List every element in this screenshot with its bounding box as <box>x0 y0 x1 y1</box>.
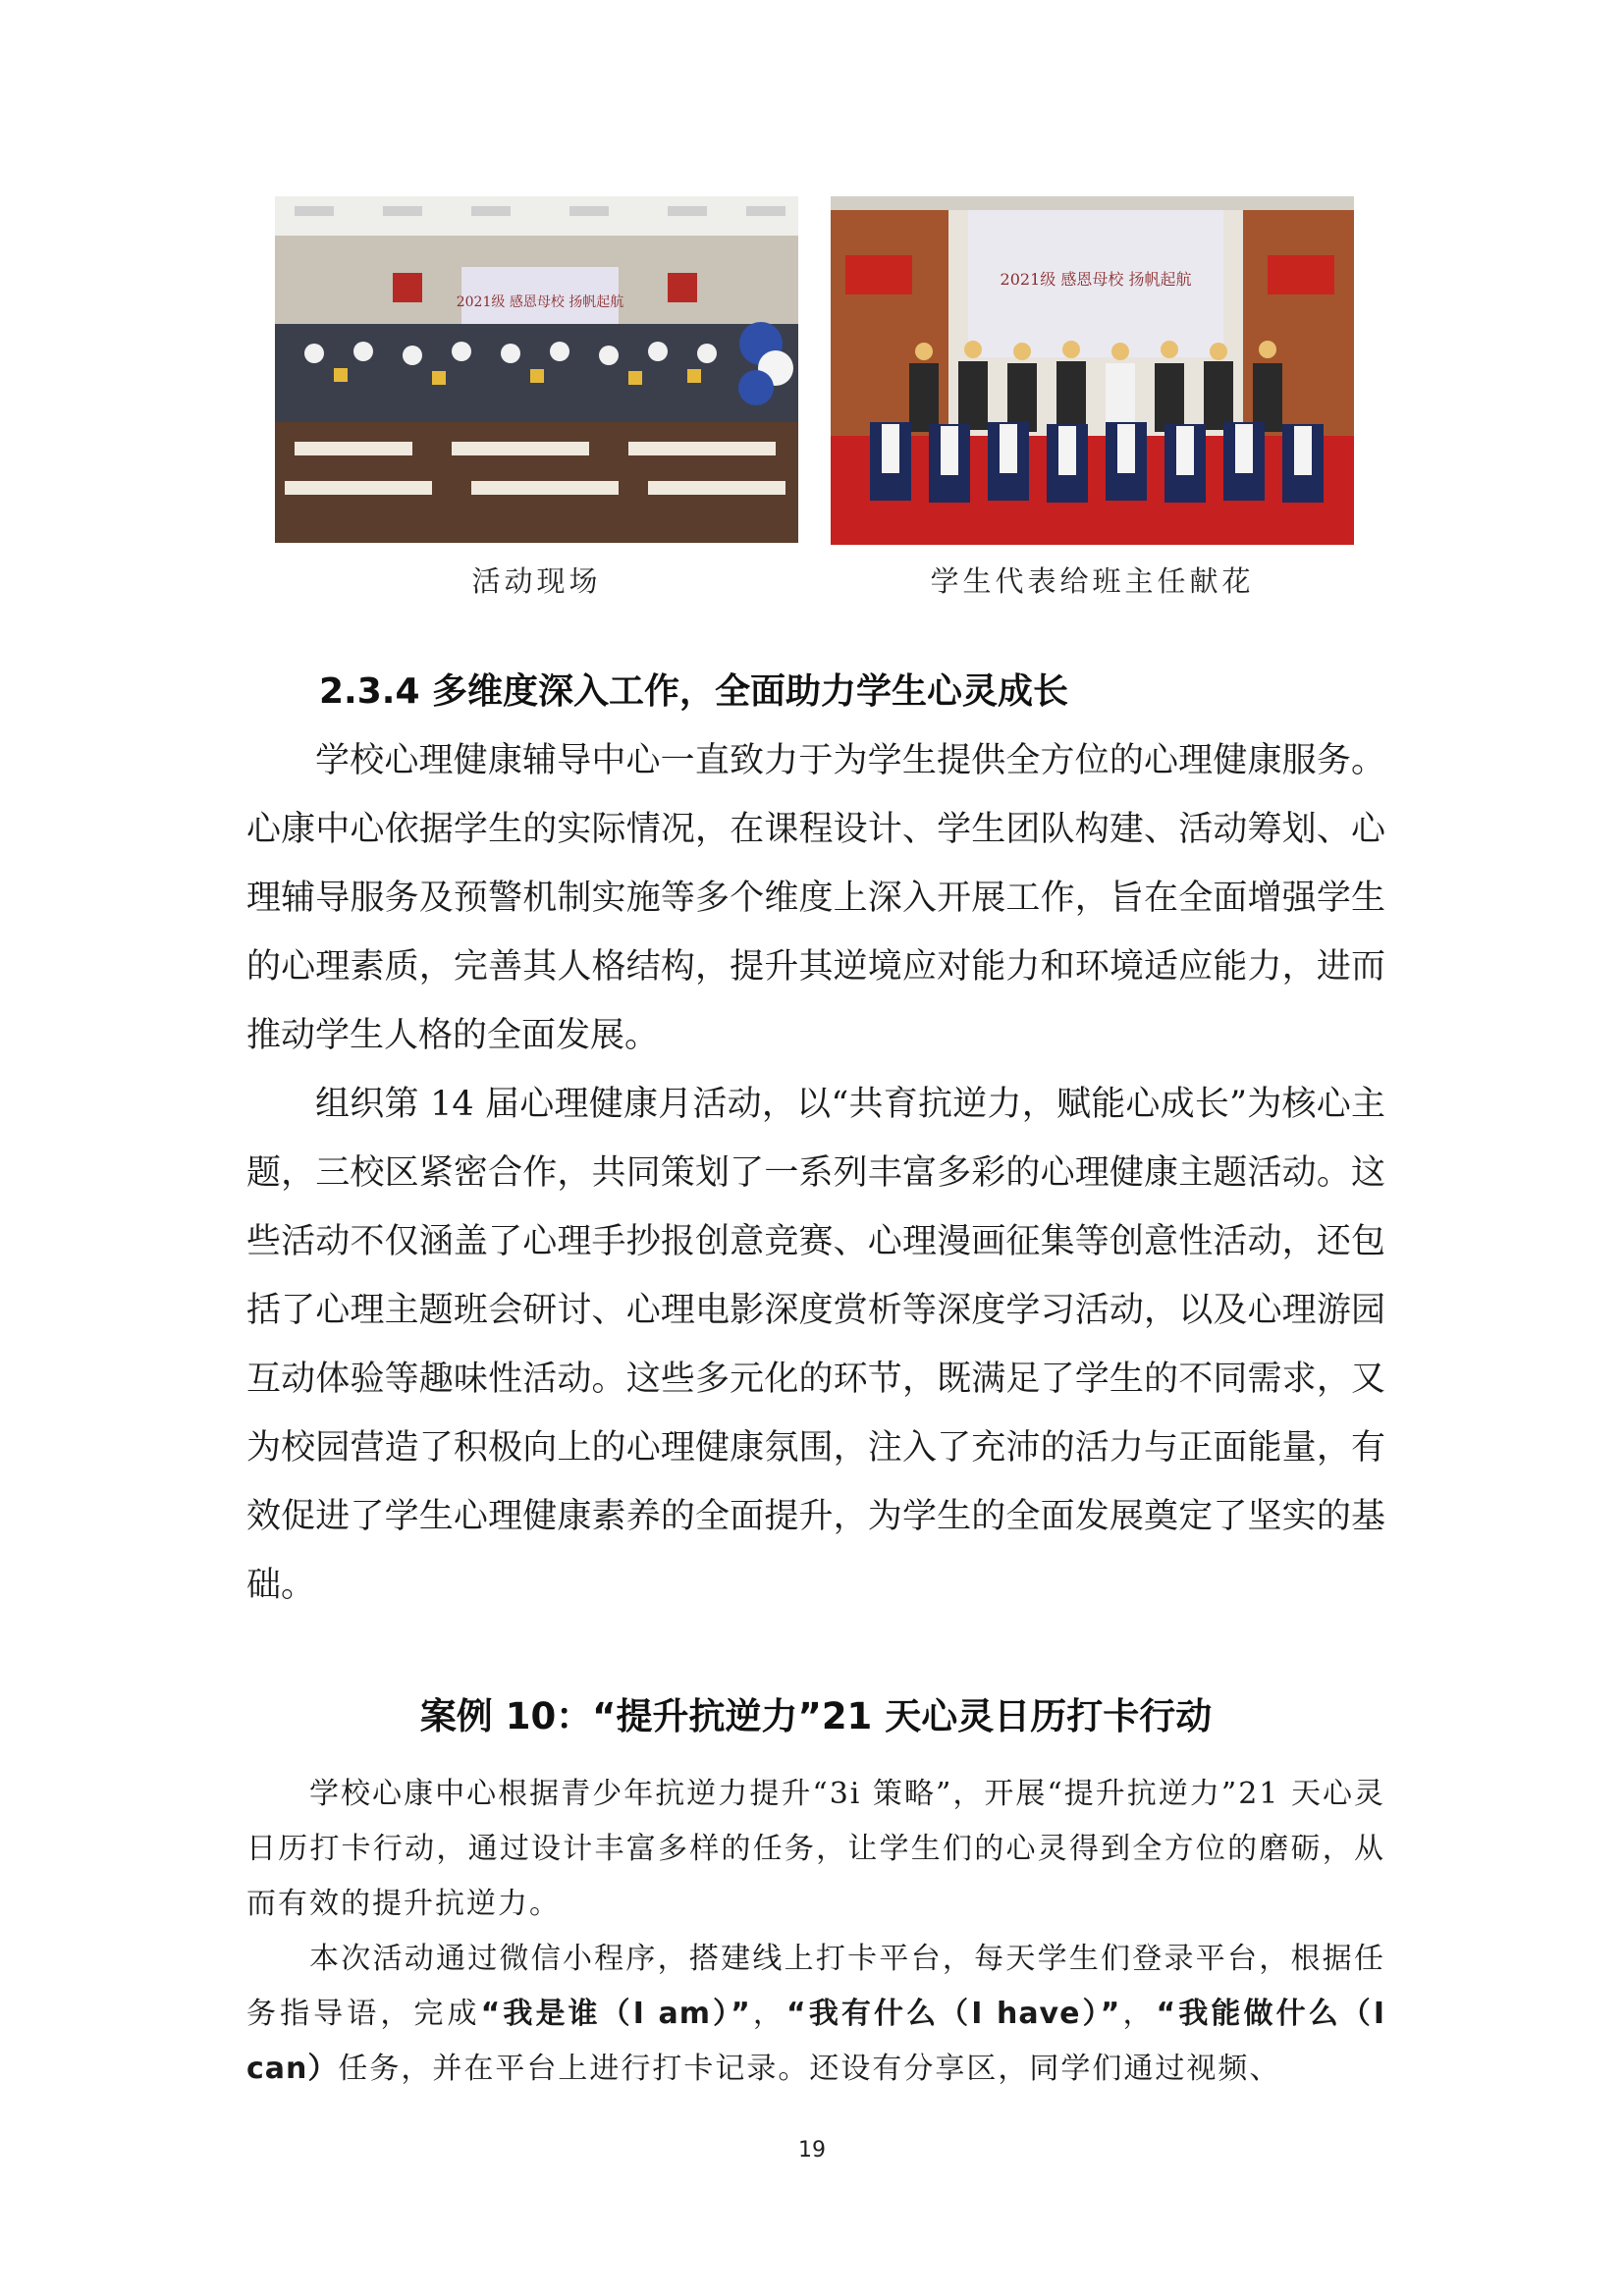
photo-flower-presentation <box>831 196 1354 545</box>
case-paragraph-1: 学校心康中心根据青少年抗逆力提升“3i 策略”，开展“提升抗逆力”21 天心灵日历打卡行动，通过设计丰富多样的任务，让学生们的心灵得到全方位的磨砺，从而有效的提升抗逆力。 <box>246 1777 1385 1921</box>
photo-caption-activity: 活动现场 <box>471 564 602 598</box>
case-separator-1: ， <box>750 1997 787 2031</box>
photo-caption-flowers: 学生代表给班主任献花 <box>930 564 1255 598</box>
section-heading: 2.3.4 多维度深入工作，全面助力学生心灵成长 <box>319 671 1069 712</box>
page-number: 19 <box>798 2138 826 2163</box>
case-title: 案例 10：“提升抗逆力”21 天心灵日历打卡行动 <box>419 1695 1213 1737</box>
case-paragraph-2-text-a: 本次活动通过微信小程序，搭建线上打卡平台，每天学生们登录平台，根据任务指导语，完成 <box>246 1942 1385 2031</box>
photo-banner-text: 2021级 感恩母校 扬帆起航 <box>1000 270 1192 289</box>
case-task-i-have: “我有什么（I have）” <box>786 1997 1121 2031</box>
section-paragraph-2: 组织第 14 届心理健康月活动，以“共育抗逆力，赋能心成长”为核心主题，三校区紧密合作，共同策划了一系列丰富多彩的心理健康主题活动。这些活动不仅涵盖了心理手抄报创意竞赛、心理漫画征集等创意性活动，还包括了心理主题班会研讨、心理电影深度赏析等深度学习活动，以及心理游园互动体验等趣味性活动。这些多元化的环节，既满足了学生的不同需求，又为校园营造了积极向上的心理健康氛围，注入了充沛的活力与正面能量，有效促进了学生心理健康素养的全面提升，为学生的全面发展奠定了坚实的基础。 <box>246 1085 1385 1605</box>
case-paragraph-2-text-b: 任务，并在平台上进行打卡记录。还设有分享区，同学们通过视频、 <box>338 2052 1281 2086</box>
case-task-i-am: “我是谁（I am）” <box>480 1997 751 2031</box>
photo-banner-text: 2021级 感恩母校 扬帆起航 <box>456 294 624 310</box>
section-paragraph-1: 学校心理健康辅导中心一直致力于为学生提供全方位的心理健康服务。心康中心依据学生的实际情况，在课程设计、学生团队构建、活动筹划、心理辅导服务及预警机制实施等多个维度上深入开展工作，旨在全面增强学生的心理素质，完善其人格结构，提升其逆境应对能力和环境适应能力，进而推动学生人格的全面发展。 <box>246 741 1385 1055</box>
case-separator-2: ， <box>1120 1997 1157 2031</box>
case-task-i-can: “我能做什么（I can） <box>246 1997 1386 2086</box>
case-paragraph-2 <box>246 1932 1385 2097</box>
photo-activity-venue <box>275 196 798 543</box>
photo-activity-venue-illustration <box>275 196 798 543</box>
photo-flower-presentation-illustration <box>831 196 1354 545</box>
